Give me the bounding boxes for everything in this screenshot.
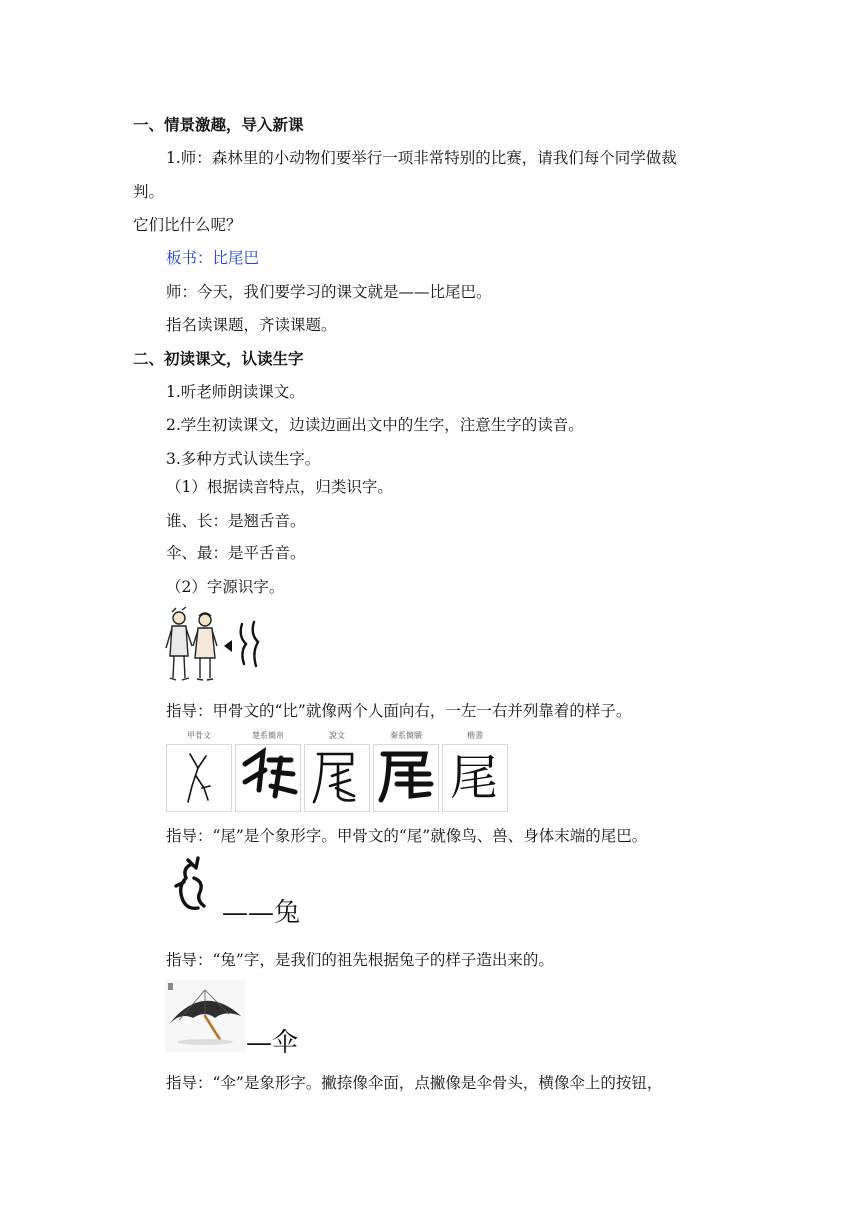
script-caption: 秦系簡牘 [390,731,422,740]
oracle-tu-glyph [170,856,216,918]
umbrella-photo [165,980,245,1052]
script-caption: 說文 [329,731,345,740]
flat-tongue-note: 伞、最：是平舌音。 [166,544,306,562]
script-qin-bamboo [373,730,439,812]
step-first-read: 2.学生初读课文，边读边画出文中的生字，注意生字的读音。 [166,416,584,434]
paragraph-question: 它们比什么呢？ [133,216,242,234]
script-caption: 楚系簡帛 [252,731,284,740]
san-label: —伞 [246,1028,299,1058]
script-chu-bamboo [235,730,301,812]
arrow-right-icon [224,640,232,652]
script-shuowen [304,730,370,812]
tu-label: ——兔 [222,898,301,928]
guide-wei: 指导：“尾”是个象形字。甲骨文的“尾”就像鸟、兽、身体末端的尾巴。 [166,827,648,845]
script-oracle [166,730,232,812]
paragraph-lesson-title: 师：今天，我们要学习的课文就是——比尾巴。 [166,283,492,301]
retroflex-note: 谁、长：是翘舌音。 [166,512,306,530]
section1-heading: 一、情景激趣，导入新课 [133,116,304,134]
substep-pronunciation: （1）根据读音特点，归类识字。 [166,478,393,496]
step-listen: 1.听老师朗读课文。 [166,383,305,401]
paragraph-teacher-intro-cont: 判。 [133,183,165,201]
guide-san: 指导：“伞”是象形字。撇捺像伞面，点撇像是伞骨头，横像伞上的按钮， [166,1074,663,1092]
paragraph-read-title: 指名读课题，齐读课题。 [166,316,337,334]
guide-tu: 指导：“兔”字，是我们的祖先根据兔子的样子造出来的。 [166,951,554,969]
step-recognize: 3.多种方式认读生字。 [166,450,321,468]
blackboard-note: 板书：比尾巴 [166,249,260,267]
script-caption: 甲骨文 [187,731,211,740]
watermark-icon [168,983,173,990]
two-children-illustration [162,606,272,690]
wei-script-evolution [166,730,508,812]
paragraph-teacher-intro: 1.师：森林里的小动物们要举行一项非常特别的比赛，请我们每个同学做裁 [166,149,677,167]
kaishu-character: 尾 [449,750,498,806]
section2-heading: 二、初读课文，认读生字 [133,350,304,368]
guide-bi: 指导：甲骨文的“比”就像两个人面向右，一左一右并列靠着的样子。 [166,702,632,720]
substep-etymology: （2）字源识字。 [166,578,285,596]
script-caption: 楷書 [467,731,483,740]
script-kaishu [442,730,508,812]
